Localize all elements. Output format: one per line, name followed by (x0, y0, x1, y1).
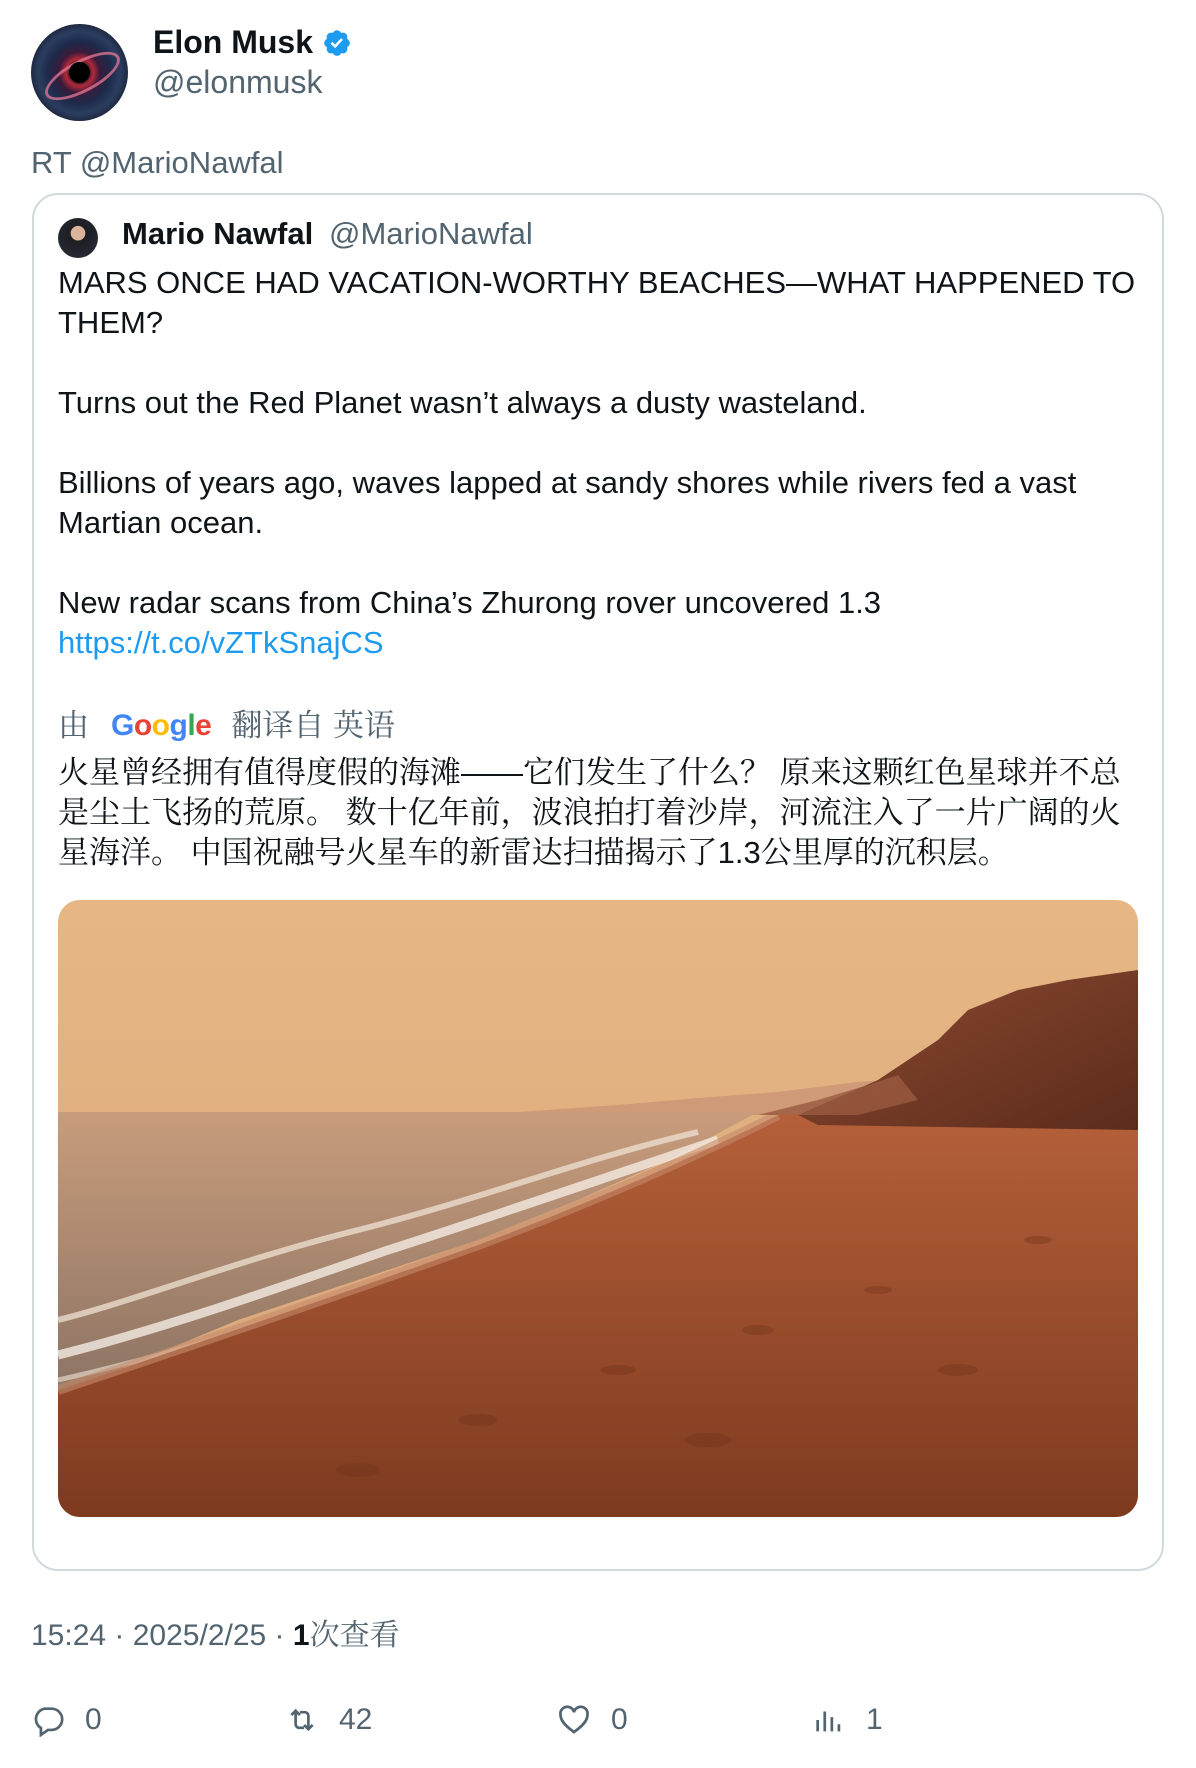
mars-beach-photo[interactable] (58, 900, 1138, 1517)
views-action-count: 1 (866, 1703, 883, 1736)
quoted-author-handle[interactable]: @MarioNawfal (329, 216, 533, 251)
reply-button[interactable] (31, 1700, 102, 1740)
quoted-tweet-text (58, 263, 1138, 663)
views-label: 次查看 (309, 1619, 400, 1652)
retweet-icon (285, 1703, 319, 1737)
author-handle[interactable]: @elonmusk (153, 64, 323, 100)
author-name[interactable]: Elon Musk (153, 24, 314, 60)
translation-attribution (58, 706, 395, 746)
like-button[interactable] (557, 1700, 628, 1740)
translated-text: 火星曾经拥有值得度假的海滩——它们发生了什么？ 原来这颗红色星球并不总是尘土飞扬的荒原。 数十亿年前，波浪拍打着沙岸，河流注入了一片广阔的火星海洋。 中国祝融号火星车的新雷达扫描揭示了1.3公里厚的沉积层。 (58, 755, 1121, 870)
tweet-paragraph: Billions of years ago, waves lapped at sandy shores while rivers fed a vast Martian ocean. (58, 465, 1077, 540)
views-button[interactable] (812, 1700, 883, 1740)
translation-suffix: 翻译自 英语 (231, 708, 395, 743)
tweet-paragraph: MARS ONCE HAD VACATION-WORTHY BEACHES—WHAT HAPPENED TO THEM? (58, 265, 1136, 340)
retweet-button[interactable] (285, 1700, 372, 1740)
retweet-count: 42 (339, 1703, 373, 1736)
reply-icon (31, 1703, 65, 1737)
google-logo: Google (111, 709, 212, 742)
tweet-link[interactable]: https://t.co/vZTkSnajCS (58, 625, 384, 660)
verified-badge-icon (322, 28, 352, 58)
tweet-meta: 15:24 · 2025/2/25 · 1次查看 (31, 1619, 400, 1652)
quoted-author-name[interactable]: Mario Nawfal (122, 216, 314, 251)
views-count: 1 (292, 1619, 310, 1652)
tweet-time[interactable]: 15:24 (31, 1619, 107, 1652)
translation-prefix: 由 (58, 708, 89, 743)
quoted-author-avatar[interactable] (58, 218, 98, 258)
tweet-paragraph: Turns out the Red Planet wasn’t always a dusty wasteland. (58, 385, 867, 420)
heart-icon (557, 1703, 591, 1737)
author-avatar[interactable] (31, 24, 128, 121)
retweet-line[interactable]: RT @MarioNawfal (31, 145, 284, 180)
reply-count: 0 (85, 1703, 102, 1736)
analytics-icon (812, 1703, 846, 1737)
tweet-paragraph: New radar scans from China’s Zhurong rover uncovered 1.3 (58, 585, 882, 620)
tweet-date[interactable]: 2025/2/25 (132, 1619, 267, 1652)
tweet-paragraph-with-link (58, 583, 1138, 663)
like-count: 0 (611, 1703, 628, 1736)
